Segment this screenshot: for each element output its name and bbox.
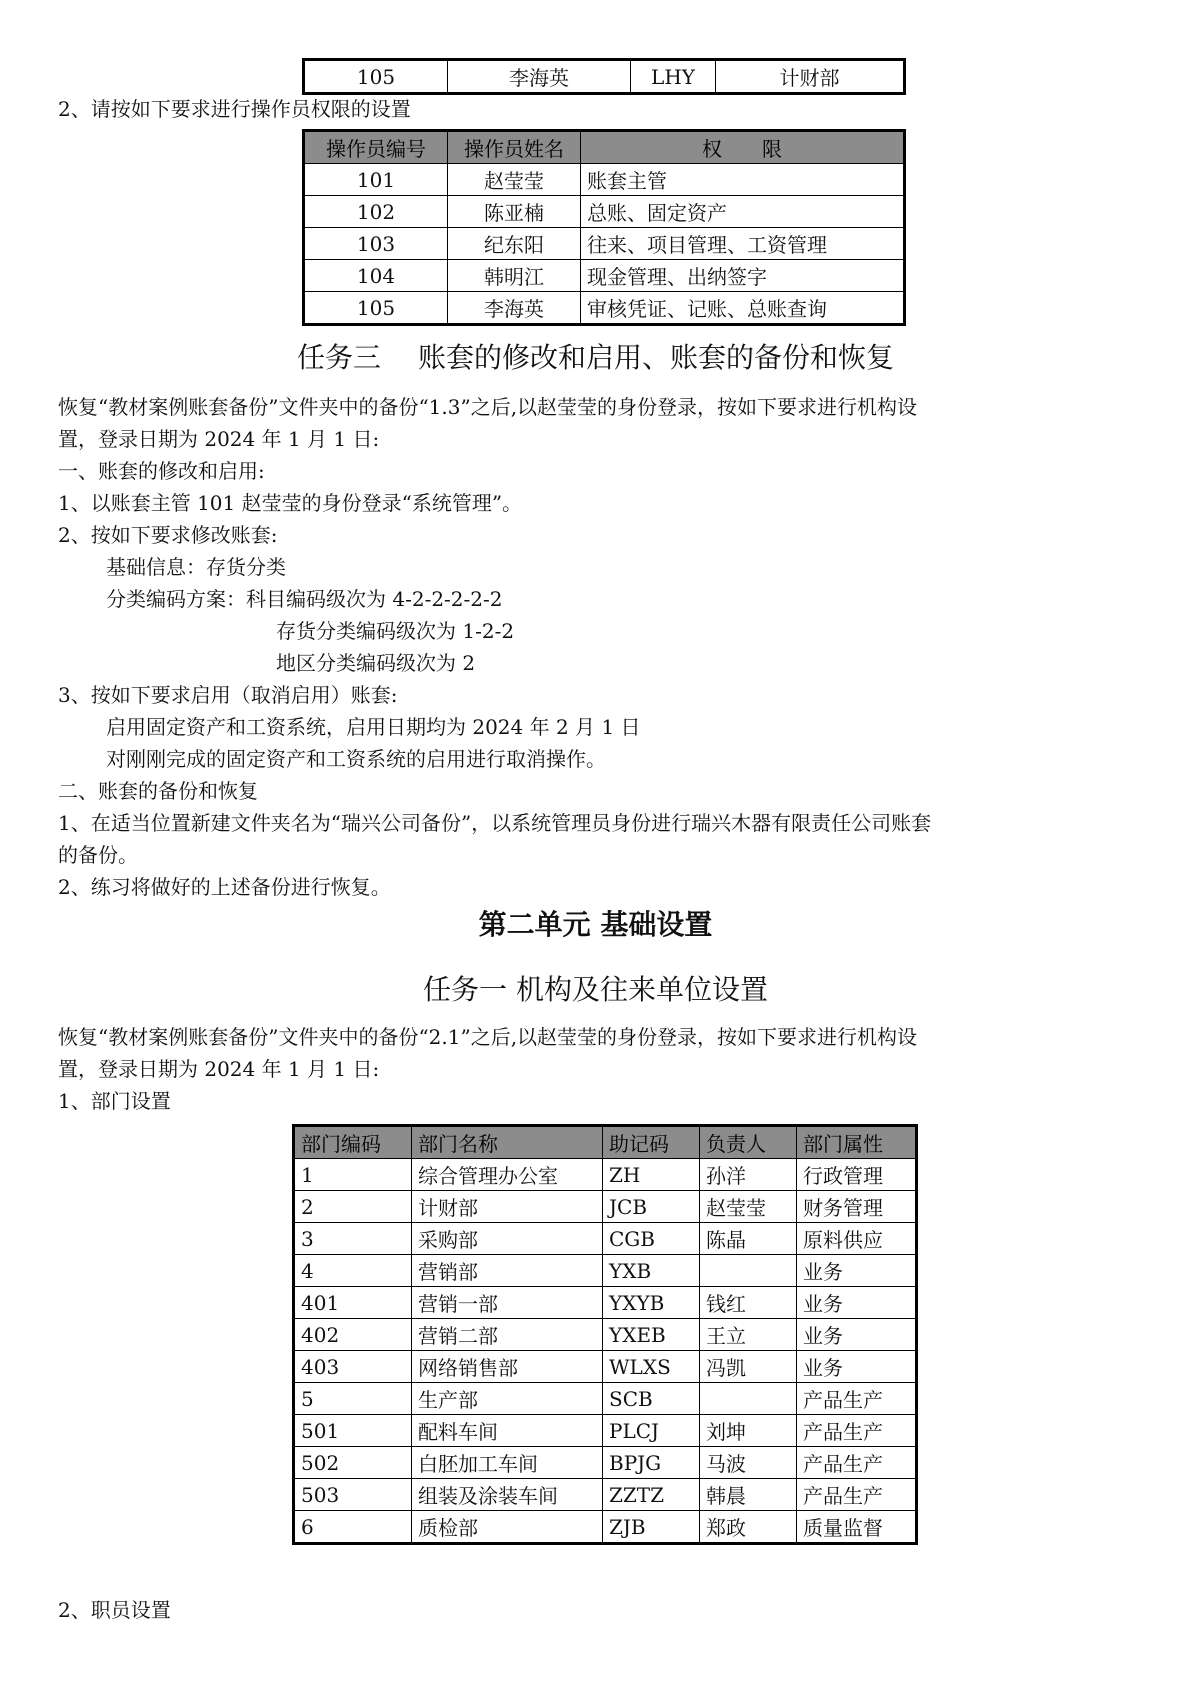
table-row bbox=[294, 1159, 917, 1191]
table-cell: 业务 bbox=[797, 1351, 917, 1383]
table-cell: YXB bbox=[603, 1255, 700, 1287]
table-cell: 503 bbox=[294, 1479, 412, 1511]
table-cell: 业务 bbox=[797, 1255, 917, 1287]
section-heading: 一、账套的修改和启用: bbox=[58, 459, 265, 483]
table-header-row bbox=[294, 1126, 917, 1159]
paragraph-line: 分类编码方案：科目编码级次为 4-2-2-2-2-2 bbox=[106, 587, 503, 611]
paragraph-line: 置，登录日期为 2024 年 1 月 1 日: bbox=[58, 1057, 380, 1081]
table-cell: 纪东阳 bbox=[448, 228, 581, 260]
operator-table-tail bbox=[302, 58, 906, 95]
table-cell: 1 bbox=[294, 1159, 412, 1191]
table-row bbox=[294, 1287, 917, 1319]
operator-code-cell: LHY bbox=[631, 60, 716, 94]
table-cell: 产品生产 bbox=[797, 1447, 917, 1479]
task1-title: 任务一 机构及往来单位设置 bbox=[423, 973, 768, 1006]
column-header: 权 限 bbox=[581, 131, 905, 164]
paragraph-line: 地区分类编码级次为 2 bbox=[276, 651, 476, 675]
table-cell: 冯凯 bbox=[700, 1351, 797, 1383]
table-cell: 402 bbox=[294, 1319, 412, 1351]
table-cell: 王立 bbox=[700, 1319, 797, 1351]
operator-dept-cell: 计财部 bbox=[716, 60, 905, 94]
perm-heading: 2、请按如下要求进行操作员权限的设置 bbox=[58, 97, 411, 121]
table-cell: 2 bbox=[294, 1191, 412, 1223]
table-cell: 陈亚楠 bbox=[448, 196, 581, 228]
table-cell: 质量监督 bbox=[797, 1511, 917, 1544]
table-cell: 501 bbox=[294, 1415, 412, 1447]
table-row bbox=[294, 1383, 917, 1415]
column-header: 部门名称 bbox=[412, 1126, 603, 1159]
paragraph-line: 恢复“教材案例账套备份”文件夹中的备份“2.1”之后,以赵莹莹的身份登录，按如下要求进行机构设 bbox=[58, 1025, 918, 1049]
table-cell bbox=[700, 1255, 797, 1287]
table-cell: 赵莹莹 bbox=[700, 1191, 797, 1223]
table-cell: 陈晶 bbox=[700, 1223, 797, 1255]
table-cell: 配料车间 bbox=[412, 1415, 603, 1447]
table-row bbox=[294, 1191, 917, 1223]
table-cell: 马波 bbox=[700, 1447, 797, 1479]
table-row bbox=[294, 1415, 917, 1447]
table-cell: 5 bbox=[294, 1383, 412, 1415]
table-cell: CGB bbox=[603, 1223, 700, 1255]
table-cell: 营销一部 bbox=[412, 1287, 603, 1319]
table-cell: 账套主管 bbox=[581, 164, 905, 196]
column-header: 部门编码 bbox=[294, 1126, 412, 1159]
table-cell: 产品生产 bbox=[797, 1383, 917, 1415]
table-cell: BPJG bbox=[603, 1447, 700, 1479]
table-cell: ZJB bbox=[603, 1511, 700, 1544]
table-row bbox=[304, 260, 905, 292]
paragraph-line: 启用固定资产和工资系统，启用日期均为 2024 年 2 月 1 日 bbox=[106, 715, 641, 739]
table-cell bbox=[700, 1383, 797, 1415]
paragraph-line: 2、按如下要求修改账套: bbox=[58, 523, 278, 547]
table-cell: 3 bbox=[294, 1223, 412, 1255]
table-cell: 原料供应 bbox=[797, 1223, 917, 1255]
table-cell: 采购部 bbox=[412, 1223, 603, 1255]
column-header: 部门属性 bbox=[797, 1126, 917, 1159]
table-cell: 104 bbox=[304, 260, 448, 292]
table-cell: 行政管理 bbox=[797, 1159, 917, 1191]
table-cell: SCB bbox=[603, 1383, 700, 1415]
department-table bbox=[292, 1124, 918, 1545]
table-cell: YXEB bbox=[603, 1319, 700, 1351]
table-cell: 产品生产 bbox=[797, 1415, 917, 1447]
column-header: 助记码 bbox=[603, 1126, 700, 1159]
table-cell: PLCJ bbox=[603, 1415, 700, 1447]
table-cell: 业务 bbox=[797, 1319, 917, 1351]
table-cell: 103 bbox=[304, 228, 448, 260]
table-cell: 101 bbox=[304, 164, 448, 196]
table-cell: 刘坤 bbox=[700, 1415, 797, 1447]
table-cell: WLXS bbox=[603, 1351, 700, 1383]
table-cell: 李海英 bbox=[448, 292, 581, 325]
column-header: 操作员编号 bbox=[304, 131, 448, 164]
table-cell: 往来、项目管理、工资管理 bbox=[581, 228, 905, 260]
table-cell: 502 bbox=[294, 1447, 412, 1479]
table-row bbox=[294, 1511, 917, 1544]
table-cell: 韩明江 bbox=[448, 260, 581, 292]
column-header: 操作员姓名 bbox=[448, 131, 581, 164]
table-row bbox=[304, 292, 905, 325]
paragraph-line: 基础信息：存货分类 bbox=[106, 555, 286, 579]
paragraph-line: 2、练习将做好的上述备份进行恢复。 bbox=[58, 875, 391, 899]
table-cell: 105 bbox=[304, 292, 448, 325]
section-heading: 2、职员设置 bbox=[58, 1598, 171, 1622]
table-cell: 4 bbox=[294, 1255, 412, 1287]
table-row bbox=[294, 1223, 917, 1255]
table-row bbox=[294, 1255, 917, 1287]
table-cell: 营销二部 bbox=[412, 1319, 603, 1351]
table-cell: ZZTZ bbox=[603, 1479, 700, 1511]
permission-table bbox=[302, 129, 906, 326]
table-cell: 6 bbox=[294, 1511, 412, 1544]
paragraph-line: 对刚刚完成的固定资产和工资系统的启用进行取消操作。 bbox=[106, 747, 606, 771]
section-heading: 二、账套的备份和恢复 bbox=[58, 779, 258, 803]
table-cell: JCB bbox=[603, 1191, 700, 1223]
task3-title: 任务三 账套的修改和启用、账套的备份和恢复 bbox=[297, 341, 894, 374]
table-row bbox=[304, 60, 905, 94]
column-header: 负责人 bbox=[700, 1126, 797, 1159]
table-cell: 白胚加工车间 bbox=[412, 1447, 603, 1479]
operator-name-cell: 李海英 bbox=[448, 60, 631, 94]
section-heading: 1、部门设置 bbox=[58, 1089, 171, 1113]
table-cell: 现金管理、出纳签字 bbox=[581, 260, 905, 292]
table-row bbox=[294, 1319, 917, 1351]
table-cell: 产品生产 bbox=[797, 1479, 917, 1511]
table-row bbox=[304, 196, 905, 228]
paragraph-line: 的备份。 bbox=[58, 843, 138, 867]
table-cell: 韩晨 bbox=[700, 1479, 797, 1511]
paragraph-line: 存货分类编码级次为 1-2-2 bbox=[276, 619, 515, 643]
table-row bbox=[294, 1447, 917, 1479]
table-cell: 网络销售部 bbox=[412, 1351, 603, 1383]
table-header-row bbox=[304, 131, 905, 164]
table-cell: 郑政 bbox=[700, 1511, 797, 1544]
table-cell: 营销部 bbox=[412, 1255, 603, 1287]
table-cell: 财务管理 bbox=[797, 1191, 917, 1223]
table-cell: ZH bbox=[603, 1159, 700, 1191]
table-cell: 计财部 bbox=[412, 1191, 603, 1223]
unit-title: 第二单元 基础设置 bbox=[478, 908, 713, 941]
table-cell: 孙洋 bbox=[700, 1159, 797, 1191]
table-row bbox=[304, 164, 905, 196]
table-row bbox=[304, 228, 905, 260]
paragraph-line: 1、在适当位置新建文件夹名为“瑞兴公司备份”，以系统管理员身份进行瑞兴木器有限责任公司账套 bbox=[58, 811, 932, 835]
table-cell: 总账、固定资产 bbox=[581, 196, 905, 228]
table-cell: 审核凭证、记账、总账查询 bbox=[581, 292, 905, 325]
table-cell: 钱红 bbox=[700, 1287, 797, 1319]
table-row bbox=[294, 1479, 917, 1511]
table-cell: 401 bbox=[294, 1287, 412, 1319]
paragraph-line: 恢复“教材案例账套备份”文件夹中的备份“1.3”之后,以赵莹莹的身份登录，按如下要求进行机构设 bbox=[58, 395, 918, 419]
paragraph-line: 1、以账套主管 101 赵莹莹的身份登录“系统管理”。 bbox=[58, 491, 523, 515]
table-cell: 赵莹莹 bbox=[448, 164, 581, 196]
table-cell: 403 bbox=[294, 1351, 412, 1383]
table-cell: 业务 bbox=[797, 1287, 917, 1319]
table-cell: 质检部 bbox=[412, 1511, 603, 1544]
table-cell: YXYB bbox=[603, 1287, 700, 1319]
table-cell: 102 bbox=[304, 196, 448, 228]
operator-id-cell: 105 bbox=[304, 60, 448, 94]
paragraph-line: 3、按如下要求启用（取消启用）账套: bbox=[58, 683, 398, 707]
table-row bbox=[294, 1351, 917, 1383]
table-cell: 组装及涂装车间 bbox=[412, 1479, 603, 1511]
table-cell: 综合管理办公室 bbox=[412, 1159, 603, 1191]
table-cell: 生产部 bbox=[412, 1383, 603, 1415]
paragraph-line: 置，登录日期为 2024 年 1 月 1 日: bbox=[58, 427, 380, 451]
